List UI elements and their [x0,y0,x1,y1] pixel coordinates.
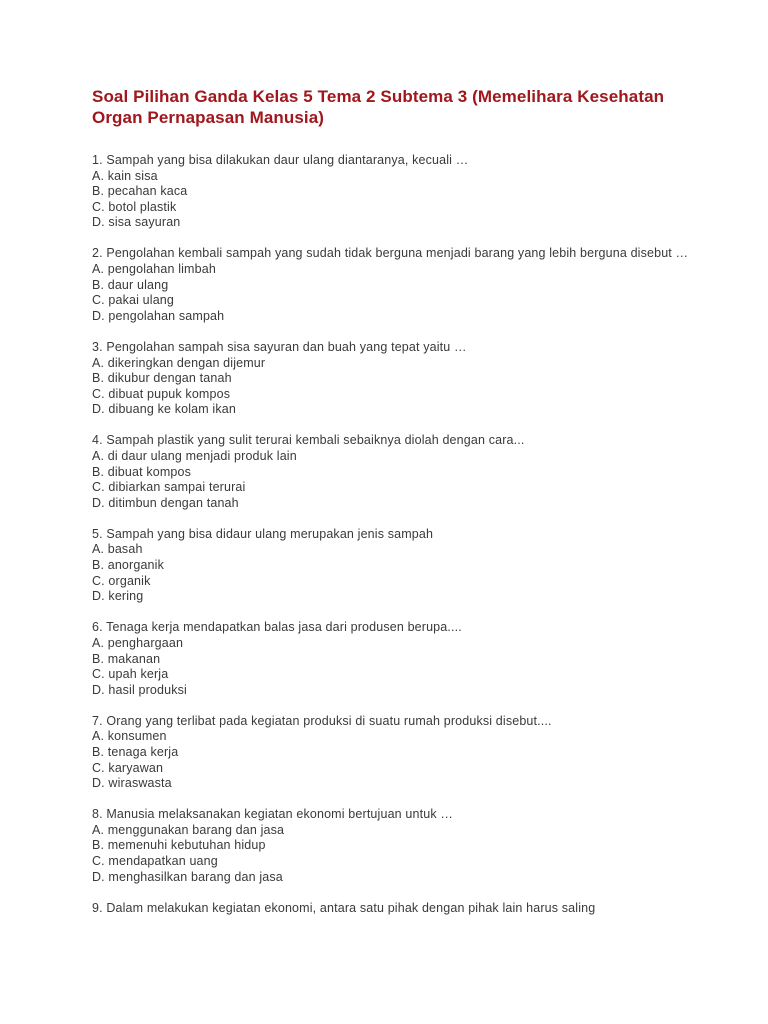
question-text: 6. Tenaga kerja mendapatkan balas jasa dari produsen berupa.... [92,620,462,635]
question-text: 5. Sampah yang bisa didaur ulang merupakan jenis sampah [92,526,434,541]
option-c: C. dibuat pupuk kompos [92,386,231,401]
option-a: A. kain sisa [92,168,158,183]
option-d: D. menghasilkan barang dan jasa [92,869,283,884]
option-a: A. konsumen [92,729,167,744]
option-d: D. pengolahan sampah [92,308,225,323]
question-8 [92,807,692,885]
option-a: A. pengolahan limbah [92,262,216,277]
option-a: A. basah [92,542,143,557]
document-page [92,86,692,932]
option-b: B. dibuat kompos [92,464,191,479]
question-text: 2. Pengolahan kembali sampah yang sudah tidak berguna menjadi barang yang lebih berguna disebut … [92,246,689,261]
option-d: D. wiraswasta [92,776,172,791]
option-d: D. ditimbun dengan tanah [92,495,239,510]
option-c: C. botol plastik [92,199,177,214]
question-text: 7. Orang yang terlibat pada kegiatan produksi di suatu rumah produksi disebut.... [92,713,552,728]
question-4 [92,433,692,511]
question-text: 1. Sampah yang bisa dilakukan daur ulang diantaranya, kecuali … [92,153,469,167]
option-b: B. dikubur dengan tanah [92,371,232,386]
option-b: B. memenuhi kebutuhan hidup [92,838,266,853]
option-c: C. upah kerja [92,667,169,682]
option-c: C. karyawan [92,760,164,775]
option-d: D. kering [92,589,144,604]
option-d: D. hasil produksi [92,682,187,697]
question-2 [92,246,692,324]
question-text: 4. Sampah plastik yang sulit terurai kembali sebaiknya diolah dengan cara... [92,433,525,448]
question-text: 3. Pengolahan sampah sisa sayuran dan buah yang tepat yaitu … [92,339,467,354]
option-a: A. dikeringkan dengan dijemur [92,355,266,370]
question-9 [92,901,692,917]
option-d: D. sisa sayuran [92,215,181,230]
question-text: 9. Dalam melakukan kegiatan ekonomi, antara satu pihak dengan pihak lain harus saling [92,900,596,915]
option-c: C. mendapatkan uang [92,854,218,869]
question-5 [92,527,692,605]
option-c: C. pakai ulang [92,293,175,308]
option-b: B. makanan [92,651,161,666]
question-7 [92,714,692,792]
option-b: B. anorganik [92,558,164,573]
option-c: C. organik [92,573,151,588]
option-d: D. dibuang ke kolam ikan [92,402,236,417]
option-a: A. menggunakan barang dan jasa [92,822,285,837]
option-b: B. daur ulang [92,277,169,292]
document-title: Soal Pilihan Ganda Kelas 5 Tema 2 Subtema 3 (Memelihara Kesehatan Organ Pernapasan Manusia) [92,87,665,127]
question-1 [92,153,692,231]
option-b: B. pecahan kaca [92,184,188,199]
question-text: 8. Manusia melaksanakan kegiatan ekonomi bertujuan untuk … [92,807,453,822]
option-a: A. di daur ulang menjadi produk lain [92,449,297,463]
option-c: C. dibiarkan sampai terurai [92,480,246,495]
question-6 [92,620,692,698]
option-a: A. penghargaan [92,635,184,650]
question-3 [92,340,692,418]
option-b: B. tenaga kerja [92,745,179,759]
